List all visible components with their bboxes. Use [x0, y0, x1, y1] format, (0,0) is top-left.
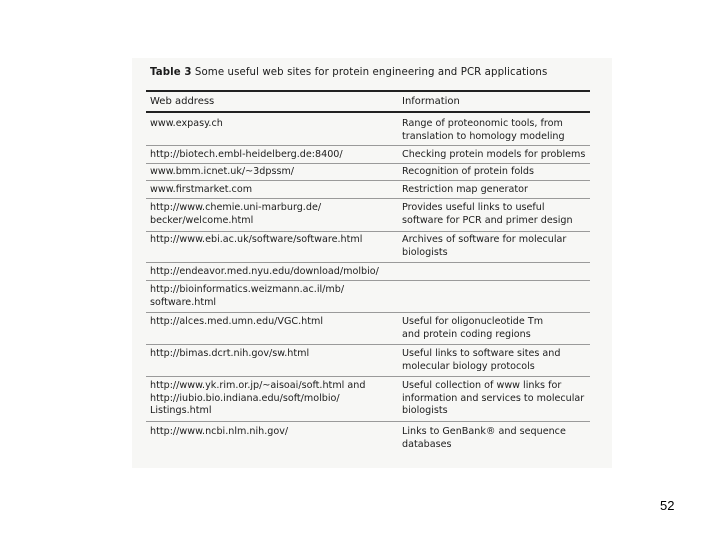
- header-web-address: Web address: [150, 96, 215, 107]
- row-divider: [146, 145, 590, 146]
- table-top-rule: [146, 90, 590, 92]
- row-address: http://biotech.embl-heidelberg.de:8400/: [150, 149, 343, 160]
- row-info: Archives of software for molecular biologists: [402, 234, 567, 258]
- row-info: Provides useful links to useful software for PCR and primer design: [402, 202, 573, 226]
- table-caption-text: Some useful web sites for protein engineering and PCR applications: [194, 67, 548, 78]
- row-divider: [146, 376, 590, 377]
- row-address: http://www.ncbi.nlm.nih.gov/: [150, 426, 289, 437]
- row-address: www.expasy.ch: [150, 118, 223, 129]
- row-address: www.bmm.icnet.uk/~3dpssm/: [150, 166, 295, 177]
- header-information: Information: [402, 96, 460, 107]
- row-address: http://bimas.dcrt.nih.gov/sw.html: [150, 348, 310, 359]
- row-info: Useful links to software sites and molecular biology protocols: [402, 348, 561, 372]
- row-address: http://www.chemie.uni-marburg.de/ becker/welcome.html: [150, 202, 322, 226]
- row-address: www.firstmarket.com: [150, 184, 253, 195]
- row-info: Useful collection of www links for information and services to molecular biologists: [402, 380, 585, 417]
- row-address: http://alces.med.umn.edu/VGC.html: [150, 316, 324, 327]
- table-caption-label: Table 3: [150, 67, 192, 78]
- row-address: http://bioinformatics.weizmann.ac.il/mb/ software.html: [150, 284, 345, 308]
- row-address: http://www.yk.rim.or.jp/~aisoai/soft.html and http://iubio.bio.indiana.edu/soft/molbio/ Listings.html: [150, 380, 366, 417]
- row-divider: [146, 180, 590, 181]
- row-info: Useful for oligonucleotide Tm and protein coding regions: [402, 316, 544, 340]
- row-divider: [146, 163, 590, 164]
- row-divider: [146, 262, 590, 263]
- row-divider: [146, 312, 590, 313]
- row-info: Links to GenBank® and sequence databases: [402, 426, 566, 450]
- row-divider: [146, 344, 590, 345]
- row-info: Restriction map generator: [402, 184, 528, 195]
- row-info: Range of proteonomic tools, from translation to homology modeling: [402, 118, 565, 142]
- table-header-rule: [146, 111, 590, 113]
- table-caption: [150, 67, 547, 78]
- row-divider: [146, 231, 590, 232]
- row-info: Checking protein models for problems: [402, 149, 586, 160]
- row-address: http://endeavor.med.nyu.edu/download/molbio/: [150, 266, 379, 277]
- row-divider: [146, 280, 590, 281]
- row-divider: [146, 198, 590, 199]
- row-info: Recognition of protein folds: [402, 166, 534, 177]
- row-address: http://www.ebi.ac.uk/software/software.html: [150, 234, 363, 245]
- row-divider: [146, 421, 590, 422]
- page-number: 52: [660, 498, 675, 513]
